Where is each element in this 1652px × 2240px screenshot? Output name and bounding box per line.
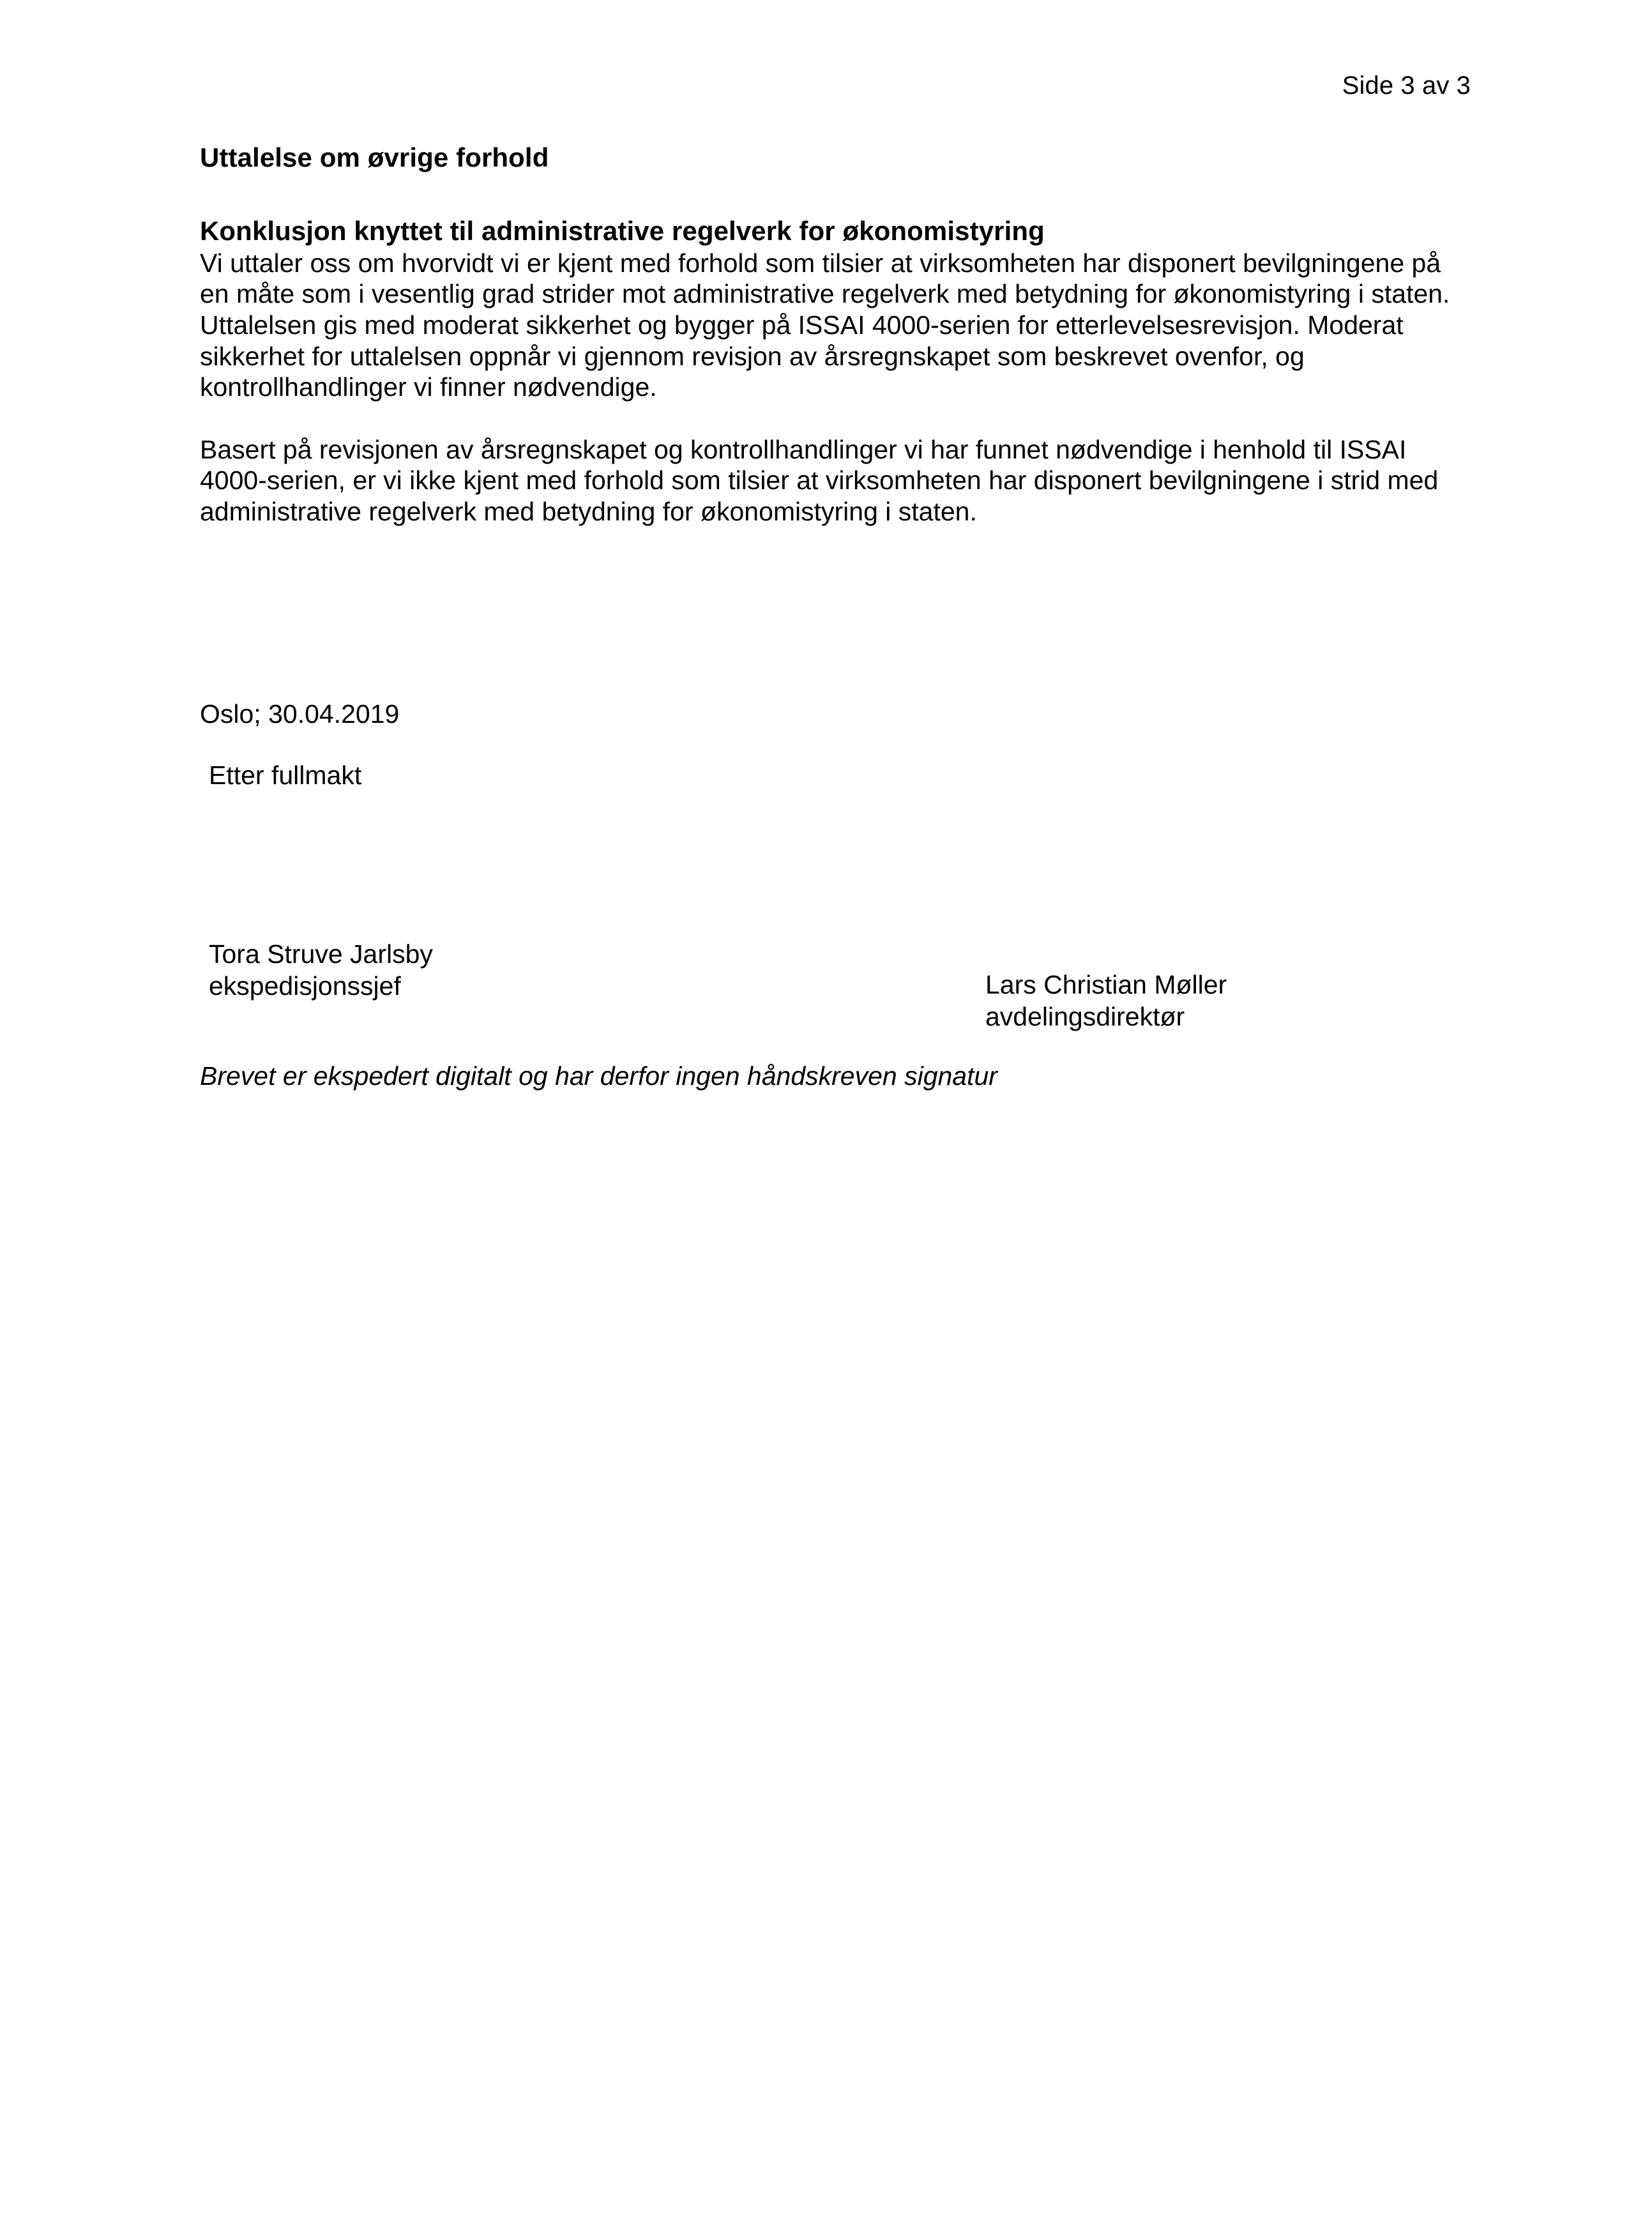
subsection-heading: Konklusjon knyttet til administrative regelverk for økonomistyring (200, 216, 1045, 246)
place-and-date: Oslo; 30.04.2019 (200, 699, 400, 729)
authority-statement: Etter fullmakt (209, 761, 362, 790)
signatory-name-left: Tora Struve Jarlsby (209, 939, 433, 969)
signatory-role-left: ekspedisjonssjef (209, 971, 401, 1001)
signature-block-left (209, 939, 433, 1002)
signature-block-right (985, 969, 1227, 1033)
signatory-role-right: avdelingsdirektør (985, 1001, 1185, 1031)
page-number-header: Side 3 av 3 (1342, 72, 1471, 100)
paragraph-conclusion-result: Basert på revisjonen av årsregnskapet og kontrollhandlinger vi har funnet nødvendige i henhold til ISSAI 4000-serien, er vi ikke kjent med forhold som tilsier at virksomheten har disponert bevilgningene i strid med administrative regelverk med betydning for økonomistyring i staten. (200, 434, 1439, 526)
digital-signature-note: Brevet er ekspedert digitalt og har derfor ingen håndskreven signatur (200, 1061, 997, 1091)
document-body (200, 142, 1467, 527)
paragraph-conclusion-scope: Vi uttaler oss om hvorvidt vi er kjent med forhold som tilsier at virksomheten har disponert bevilgningene på en måte som i vesentlig grad strider mot administrative regelverk med betydning for økonomistyring i staten. Uttalelsen gis med moderat sikkerhet og bygger på ISSAI 4000-serien for etterlevelsesrevisjon. Moderat sikkerhet for uttalelsen oppnår vi gjennom revisjon av årsregnskapet som beskrevet ovenfor, og kontrollhandlinger vi finner nødvendige. (200, 248, 1450, 402)
section-heading: Uttalelse om øvrige forhold (200, 142, 549, 172)
signatory-name-right: Lars Christian Møller (985, 970, 1227, 999)
